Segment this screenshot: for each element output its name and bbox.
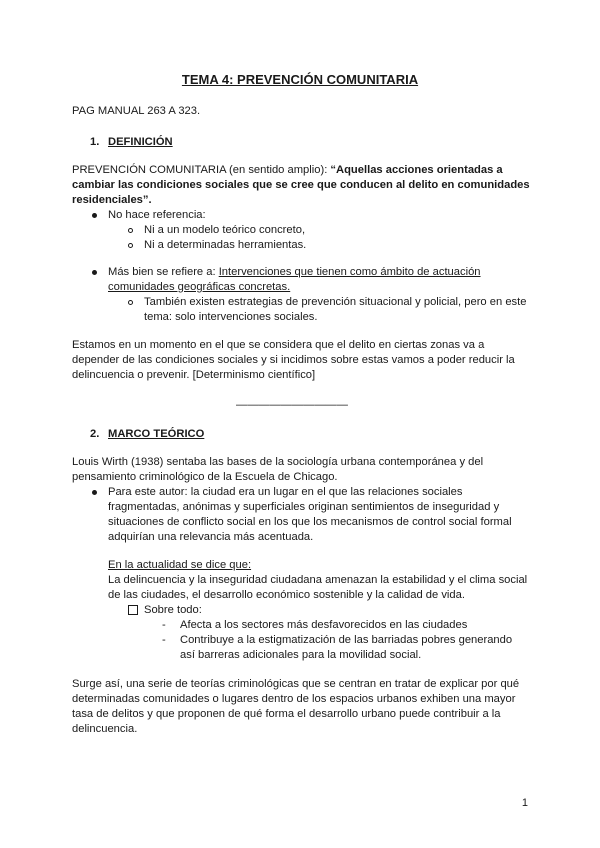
sub-bullet-herramientas: Ni a determinadas herramientas. xyxy=(144,239,307,251)
sub-bullet-estrategias-1: También existen estrategias de prevención situacional y policial, pero en este xyxy=(144,296,527,308)
intro-line-2: pensamiento criminológico de la Escuela de Chicago. xyxy=(72,471,338,483)
dash-item-2-line-2: así barreras adicionales para la movilidad social. xyxy=(180,649,422,661)
section-1-number: 1. xyxy=(90,136,100,148)
bullet-ring-icon xyxy=(128,243,133,248)
bullet-mas-bien-line-1 xyxy=(108,265,481,280)
section-1-heading: DEFINICIÓN xyxy=(108,136,173,148)
wirth-bullet-line-1: Para este autor: la ciudad era un lugar en el que las relaciones sociales xyxy=(108,486,463,498)
dash-item-1: Afecta a los sectores más desfavorecidos en las ciudades xyxy=(180,619,468,631)
paragraph-line-3: delincuencia o prevenir. [Determinismo científico] xyxy=(72,369,316,381)
checkbox-icon[interactable] xyxy=(128,605,138,615)
definition-line-3: residenciales”. xyxy=(72,194,152,206)
dash-icon: - xyxy=(162,619,166,631)
bullet-mas-bien-lead: Más bien se refiere a: xyxy=(108,266,219,278)
wirth-bullet-line-4: adquirían una relevancia más acentuada. xyxy=(108,531,314,543)
bullet-dot-icon xyxy=(92,213,97,218)
paragraph-line-1: Estamos en un momento en el que se considera que el delito en ciertas zonas va a xyxy=(72,339,485,351)
page-title: TEMA 4: PREVENCIÓN COMUNITARIA xyxy=(181,72,419,87)
bullet-dot-icon xyxy=(92,490,97,495)
sub-bullet-estrategias-2: tema: solo intervenciones sociales. xyxy=(144,311,318,323)
sub-bullet-modelo: Ni a un modelo teórico concreto, xyxy=(144,224,306,236)
actualidad-line-1: La delincuencia y la inseguridad ciudadana amenazan la estabilidad y el clima social xyxy=(108,574,528,586)
section-2-number: 2. xyxy=(90,428,100,440)
definition-line-2: cambiar las condiciones sociales que se cree que conducen al delito en comunidades xyxy=(72,179,530,191)
closing-line-2: determinadas comunidades o lugares dentro de los espacios urbanos exhiben una mayor xyxy=(72,693,516,705)
bullet-ring-icon xyxy=(128,228,133,233)
manual-reference: PAG MANUAL 263 A 323. xyxy=(72,105,201,117)
page-number: 1 xyxy=(521,797,528,809)
closing-line-4: delincuencia. xyxy=(72,723,138,735)
definition-quote-start: “Aquellas acciones orientadas a xyxy=(330,164,503,176)
bullet-mas-bien-underlined-1: Intervenciones que tienen como ámbito de actuación xyxy=(218,266,481,278)
section-separator: —————————— xyxy=(236,399,348,411)
wirth-bullet-line-3: situaciones de conflicto social en los que los mecanismos de control social formal xyxy=(108,516,512,528)
actualidad-heading: En la actualidad se dice que: xyxy=(108,559,252,571)
bullet-mas-bien-underlined-2: comunidades geográficas concretas. xyxy=(108,281,291,293)
bullet-no-referencia: No hace referencia: xyxy=(108,209,206,221)
paragraph-line-2: depender de las condiciones sociales y si incidimos sobre estas vamos a poder reducir la xyxy=(72,354,515,366)
definition-line-1 xyxy=(72,163,503,178)
definition-label: PREVENCIÓN COMUNITARIA (en sentido amplio): xyxy=(72,164,331,176)
checkbox-label: Sobre todo: xyxy=(144,604,202,616)
closing-line-3: tasa de delitos y que proponen de qué forma el desarrollo urbano puede contribuir a la xyxy=(72,708,501,720)
closing-line-1: Surge así, una serie de teorías criminológicas que se centran en tratar de explicar por qué xyxy=(72,678,520,690)
actualidad-line-2: de las ciudades, el desarrollo económico sostenible y la calidad de vida. xyxy=(108,589,465,601)
section-2-heading: MARCO TEÓRICO xyxy=(108,428,205,440)
dash-item-2-line-1: Contribuye a la estigmatización de las barriadas pobres generando xyxy=(180,634,513,646)
dash-icon: - xyxy=(162,634,166,646)
intro-line-1: Louis Wirth (1938) sentaba las bases de la sociología urbana contemporánea y del xyxy=(72,456,484,468)
wirth-bullet-line-2: fragmentadas, anónimas y superficiales originan sentimientos de inseguridad y xyxy=(108,501,500,513)
bullet-dot-icon xyxy=(92,270,97,275)
bullet-ring-icon xyxy=(128,300,133,305)
